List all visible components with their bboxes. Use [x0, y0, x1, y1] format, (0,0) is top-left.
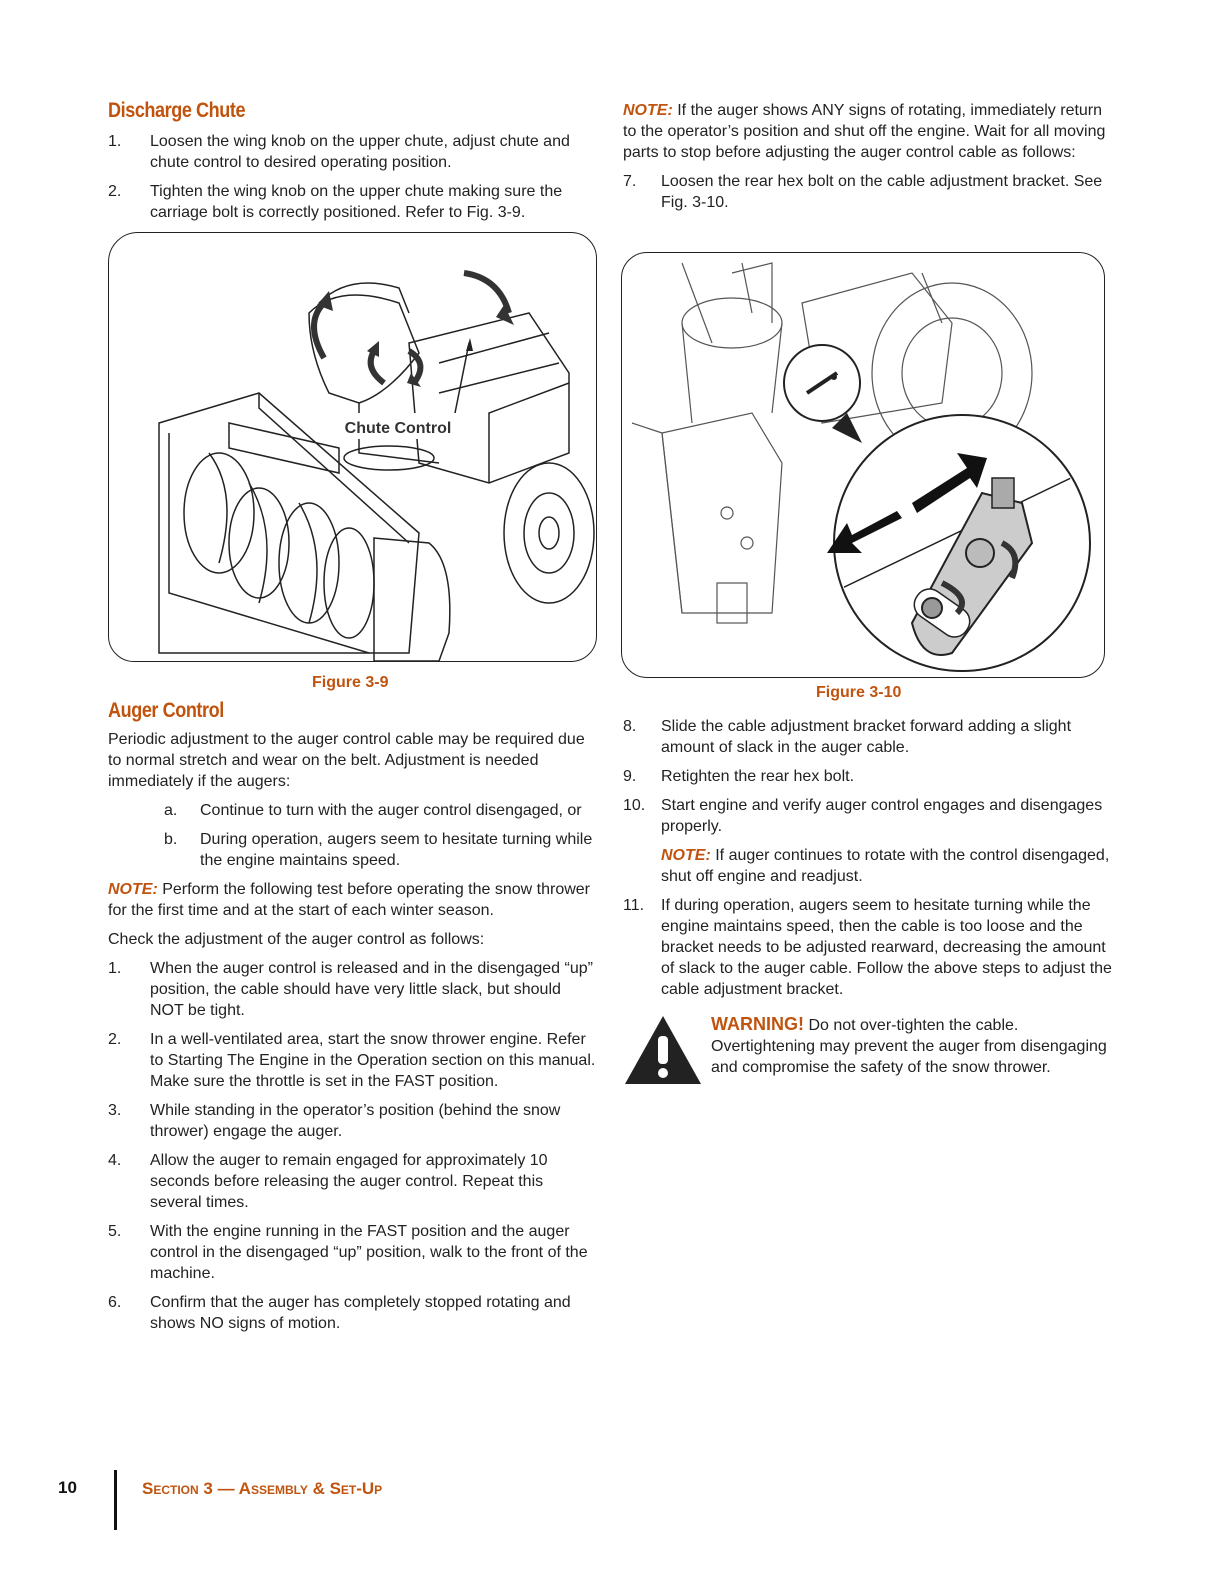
figure-3-9-caption: Figure 3-9 [312, 674, 389, 691]
cable-bracket-drawing [622, 253, 1104, 677]
right-column-top [623, 100, 1113, 213]
right-column-bottom [623, 716, 1113, 1078]
list-item: 2. Tighten the wing knob on the upper chute making sure the carriage bolt is correctly positioned. Refer to Fig. 3-9. [108, 183, 563, 221]
figure-3-9-illustration [108, 232, 597, 662]
warning-text: WARNING! Do not over-tighten the cable. Overtightening may prevent the auger from disengaging and compromise the safety of the snow thrower. [711, 1014, 1107, 1076]
warning-triangle-icon [623, 1014, 703, 1086]
auger-note: NOTE: Perform the following test before operating the snow thrower for the first time and at the start of each winter season. [108, 881, 591, 919]
list-item: 7. Loosen the rear hex bolt on the cable adjustment bracket. See Fig. 3-10. [623, 173, 1103, 211]
auger-check: Check the adjustment of the auger control as follows: [108, 931, 485, 948]
list-item: 3. While standing in the operator’s position (behind the snow thrower) engage the auger. [108, 1102, 561, 1140]
chute-control-label: Chute Control [344, 420, 452, 437]
list-item: 11. If during operation, augers seem to hesitate turning while the engine maintains speed, then the cable is too loose and the bracket needs to be adjusted rearward, decreasing the amount of slack to the auger cable. Follow the above steps to adjust the cable adjustment bracket. [623, 897, 1112, 998]
discharge-chute-heading: Discharge Chute [108, 99, 246, 122]
auger-control-heading: Auger Control [108, 699, 224, 722]
snow-thrower-chute-drawing [109, 233, 596, 661]
list-item: b. During operation, augers seem to hesitate turning while the engine maintains speed. [164, 831, 593, 869]
list-item: 8. Slide the cable adjustment bracket forward adding a slight amount of slack in the auger cable. [623, 718, 1072, 756]
figure-3-10-caption: Figure 3-10 [816, 684, 902, 701]
footer-divider [114, 1470, 117, 1530]
right-note-2: NOTE: If auger continues to rotate with the control disengaged, shut off engine and readjust. [661, 847, 1110, 885]
list-item: 6. Confirm that the auger has completely stopped rotating and shows NO signs of motion. [108, 1294, 571, 1332]
list-item: 10. Start engine and verify auger control engages and disengages properly. [623, 797, 1103, 835]
figure-3-10-illustration [621, 252, 1105, 678]
list-item: 1. Loosen the wing knob on the upper chute, adjust chute and chute control to desired operating position. [108, 133, 570, 171]
list-item: 9. Retighten the rear hex bolt. [623, 768, 855, 785]
auger-control-section [108, 700, 598, 1334]
right-note: NOTE: If the auger shows ANY signs of rotating, immediately return to the operator’s position and shut off the engine. Wait for all moving parts to stop before adjusting the auger control cable as follows: [623, 102, 1106, 161]
list-item: 4. Allow the auger to remain engaged for approximately 10 seconds before releasing the auger control. Repeat this several times. [108, 1152, 548, 1211]
section-title: Section 3 — Assembly & Set-Up [142, 1479, 383, 1498]
page-number: 10 [58, 1478, 77, 1497]
list-item: 2. In a well-ventilated area, start the snow thrower engine. Refer to Starting The Engine in the Operation section on this manual. Make sure the throttle is set in the FAST position. [108, 1031, 596, 1090]
auger-intro: Periodic adjustment to the auger control cable may be required due to normal stretch and wear on the belt. Adjustment is needed immediately if the augers: [108, 731, 585, 790]
warning-block [623, 1014, 1113, 1078]
list-item: 5. With the engine running in the FAST position and the auger control in the disengaged “up” position, walk to the front of the machine. [108, 1223, 588, 1282]
list-item: a. Continue to turn with the auger control disengaged, or [164, 802, 582, 819]
left-column [108, 100, 598, 223]
list-item: 1. When the auger control is released and in the disengaged “up” position, the cable should have very little slack, but should NOT be tight. [108, 960, 593, 1019]
